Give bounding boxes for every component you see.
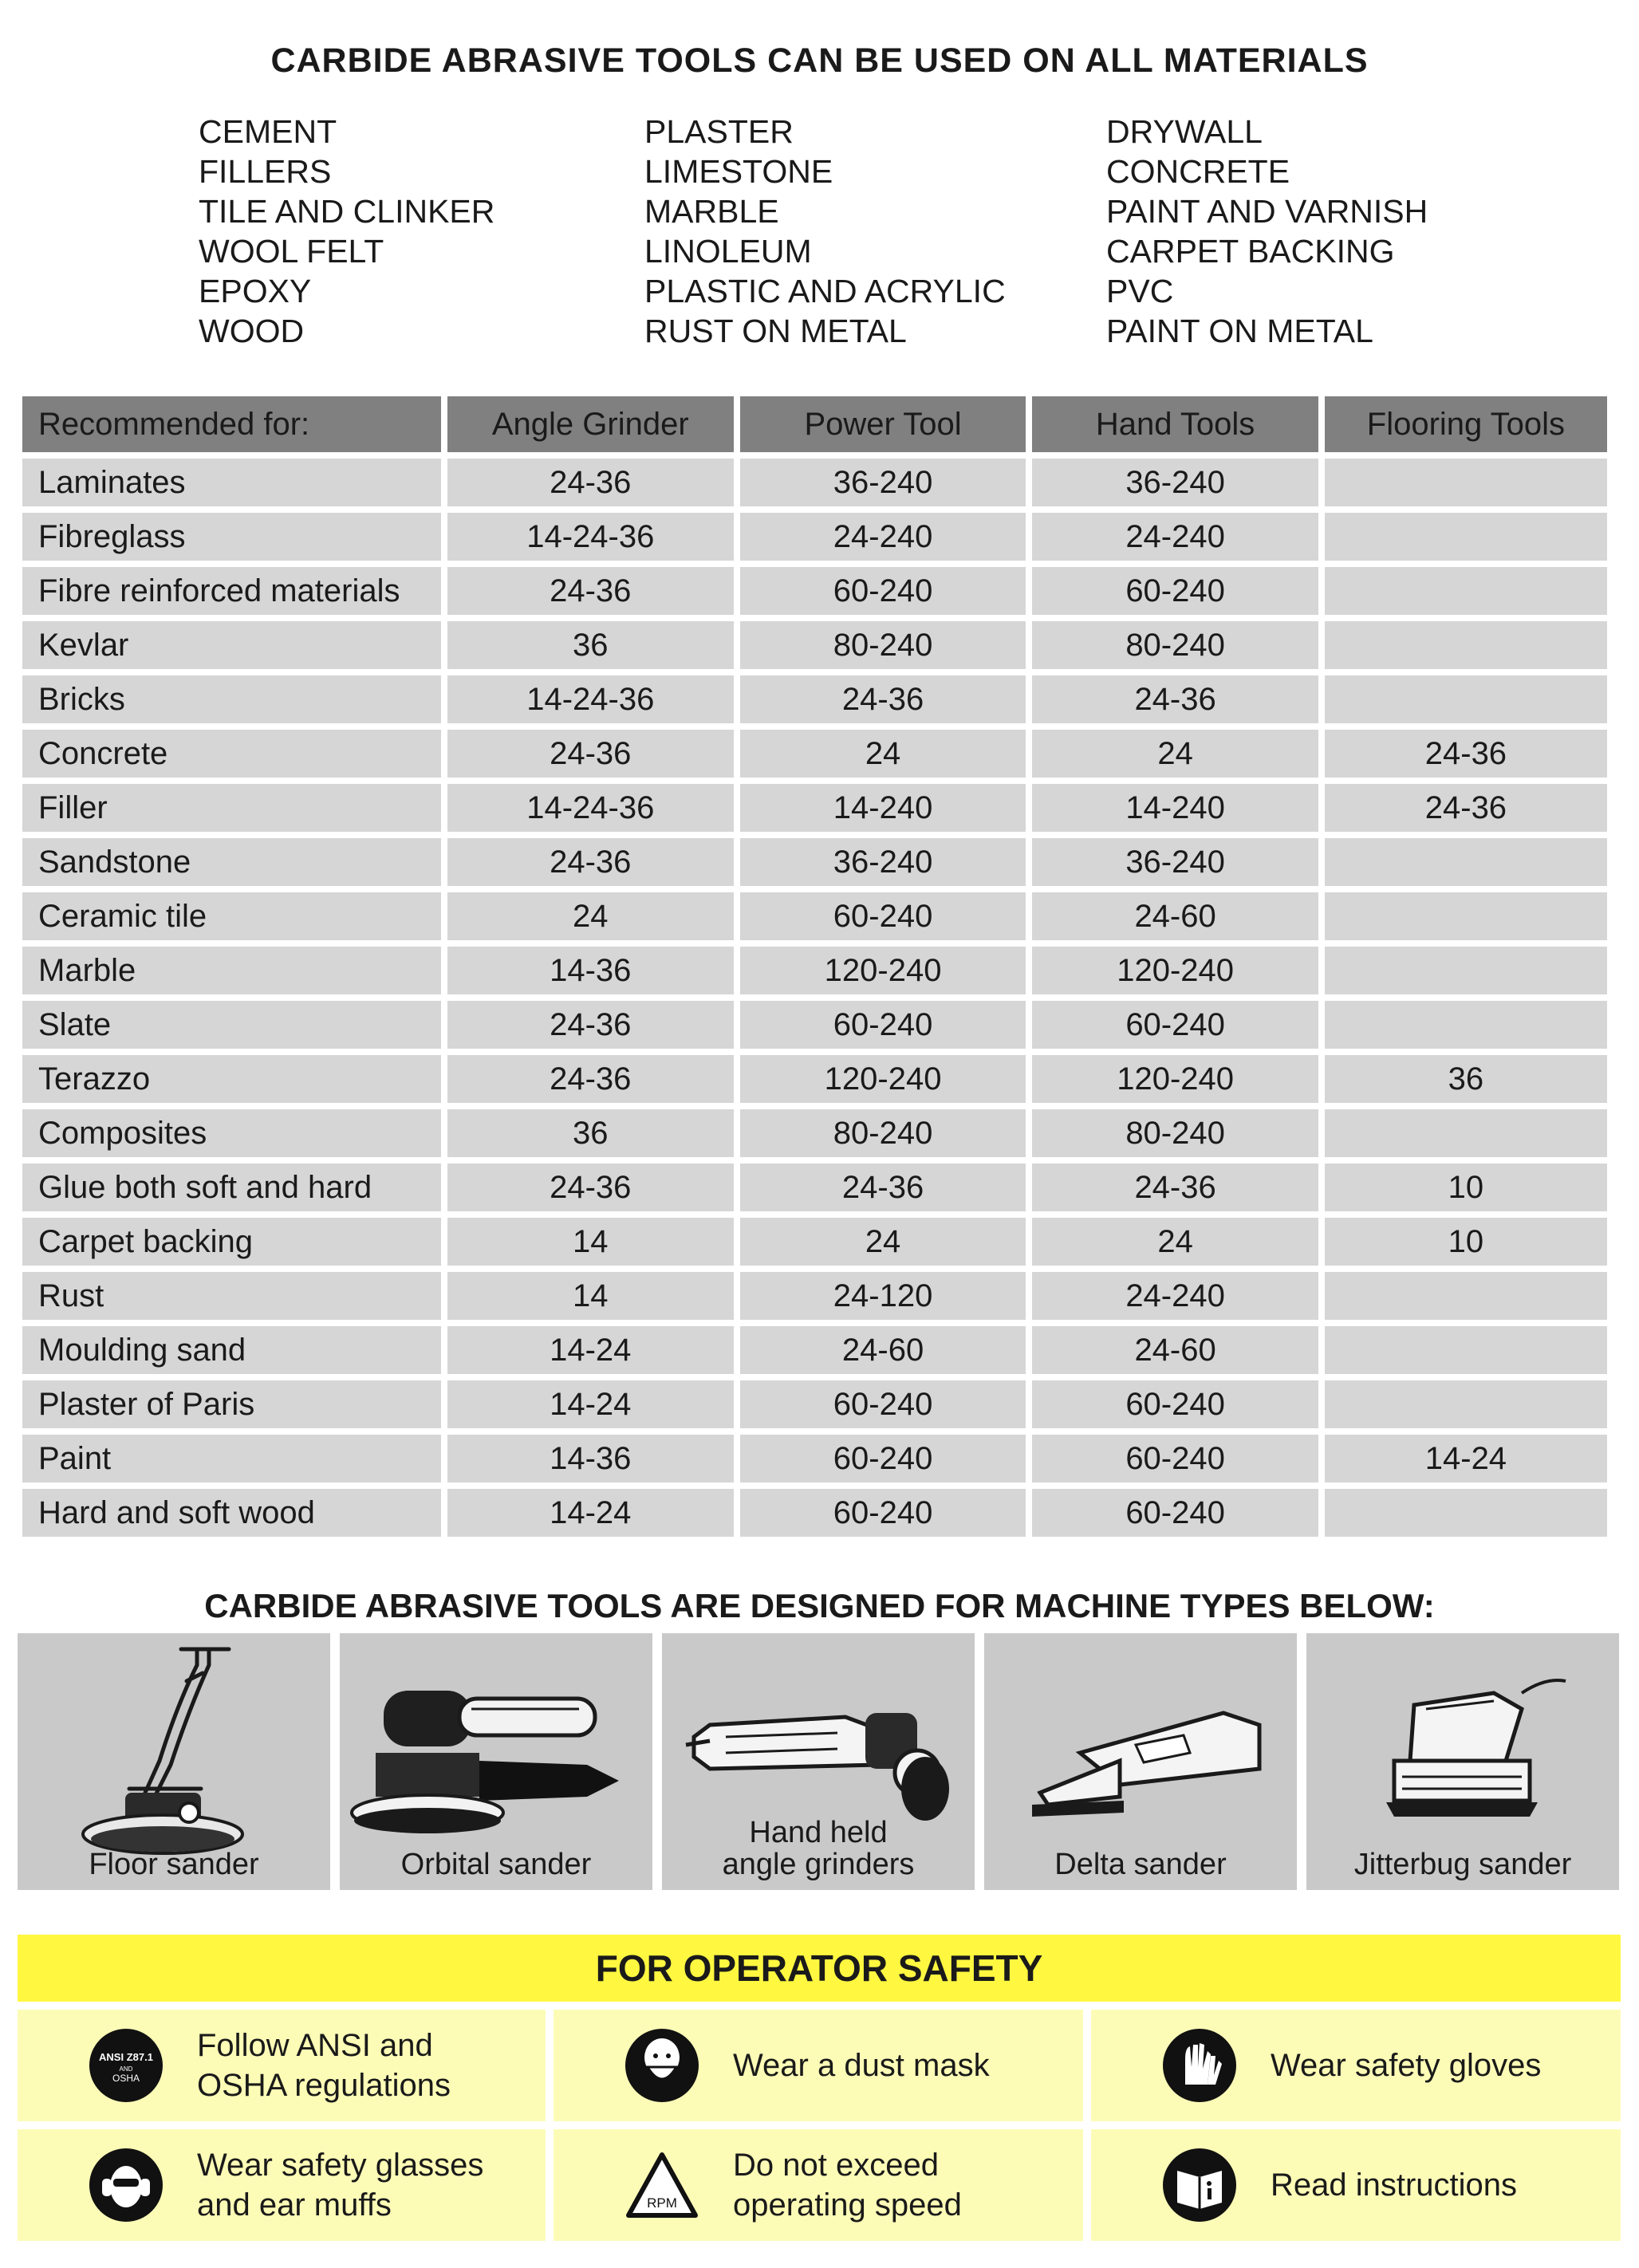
grit-cell: 24-120 bbox=[740, 1272, 1026, 1320]
material-item: LIMESTONE bbox=[644, 153, 833, 190]
table-row bbox=[22, 1164, 1607, 1211]
grit-cell bbox=[1325, 675, 1607, 723]
material-cell: Slate bbox=[22, 1001, 441, 1049]
material-item: CONCRETE bbox=[1106, 153, 1290, 190]
table-row bbox=[22, 1109, 1607, 1157]
material-item: EPOXY bbox=[199, 273, 312, 309]
material-item: WOOD bbox=[199, 313, 305, 349]
grit-cell bbox=[1325, 1380, 1607, 1428]
grit-cell: 24-60 bbox=[1032, 1326, 1318, 1374]
grit-cell: 36 bbox=[447, 621, 734, 669]
material-item: PVC bbox=[1106, 273, 1174, 309]
grit-cell: 24-240 bbox=[1032, 1272, 1318, 1320]
material-cell: Hard and soft wood bbox=[22, 1489, 441, 1537]
safety-title: FOR OPERATOR SAFETY bbox=[18, 1935, 1621, 2002]
column-header: Angle Grinder bbox=[447, 396, 734, 452]
grit-cell: 24-60 bbox=[740, 1326, 1026, 1374]
material-cell: Rust bbox=[22, 1272, 441, 1320]
grit-cell: 80-240 bbox=[1032, 621, 1318, 669]
grit-cell: 60-240 bbox=[740, 892, 1026, 940]
page-title: CARBIDE ABRASIVE TOOLS CAN BE USED ON ALL MATERIALS bbox=[270, 41, 1369, 80]
grit-cell: 24 bbox=[1032, 1218, 1318, 1266]
material-item: FILLERS bbox=[199, 153, 332, 190]
grit-cell: 14 bbox=[447, 1218, 734, 1266]
svg-text:AND: AND bbox=[119, 2065, 133, 2073]
material-cell: Concrete bbox=[22, 730, 441, 778]
safety-item-ansi bbox=[18, 2010, 546, 2121]
glasses-earmuffs-icon bbox=[88, 2147, 164, 2223]
machines-title: CARBIDE ABRASIVE TOOLS ARE DESIGNED FOR MACHINE TYPES BELOW: bbox=[204, 1587, 1435, 1624]
safety-text: Do not exceed operating speed bbox=[733, 2148, 962, 2223]
grit-cell: 14 bbox=[447, 1272, 734, 1320]
safety-text: Wear safety glasses and ear muffs bbox=[197, 2148, 484, 2223]
material-item: TILE AND CLINKER bbox=[199, 193, 495, 230]
dust-mask-icon bbox=[624, 2027, 700, 2104]
machine-types bbox=[18, 1633, 1621, 1890]
table-row bbox=[22, 1435, 1607, 1482]
grit-cell: 60-240 bbox=[1032, 1001, 1318, 1049]
table-row bbox=[22, 459, 1607, 506]
grit-cell: 36 bbox=[1325, 1055, 1607, 1103]
grit-cell: 36-240 bbox=[1032, 838, 1318, 886]
material-cell: Composites bbox=[22, 1109, 441, 1157]
table-row bbox=[22, 1218, 1607, 1266]
table-row bbox=[22, 1001, 1607, 1049]
material-item: RUST ON METAL bbox=[644, 313, 907, 349]
table-row bbox=[22, 675, 1607, 723]
material-cell: Filler bbox=[22, 784, 441, 832]
grit-cell: 120-240 bbox=[740, 947, 1026, 994]
grit-cell bbox=[1325, 1109, 1607, 1157]
material-item: PAINT AND VARNISH bbox=[1106, 193, 1428, 230]
grit-cell: 14-24 bbox=[447, 1326, 734, 1374]
machine-label: Jitterbug sander bbox=[1353, 1848, 1572, 1881]
grit-cell: 36-240 bbox=[1032, 459, 1318, 506]
material-cell: Fibreglass bbox=[22, 513, 441, 561]
material-cell: Ceramic tile bbox=[22, 892, 441, 940]
safety-text: Wear a dust mask bbox=[733, 2048, 990, 2083]
grit-cell bbox=[1325, 892, 1607, 940]
grit-cell: 80-240 bbox=[740, 621, 1026, 669]
column-header: Flooring Tools bbox=[1325, 396, 1607, 452]
grit-cell: 24-36 bbox=[447, 567, 734, 615]
safety-item-instructions bbox=[1091, 2129, 1621, 2241]
materials-column-2 bbox=[644, 112, 1006, 351]
grit-cell: 14-240 bbox=[1032, 784, 1318, 832]
safety-text: Follow ANSI and OSHA regulations bbox=[197, 2028, 451, 2103]
operator-safety bbox=[18, 1935, 1621, 2241]
grit-cell bbox=[1325, 947, 1607, 994]
grit-cell: 14-24 bbox=[447, 1380, 734, 1428]
safety-text: Wear safety gloves bbox=[1271, 2048, 1542, 2083]
safety-item-glasses-earmuffs bbox=[18, 2129, 546, 2241]
grit-cell: 24-240 bbox=[740, 513, 1026, 561]
table-row bbox=[22, 892, 1607, 940]
material-cell: Bricks bbox=[22, 675, 441, 723]
read-instructions-icon bbox=[1161, 2147, 1238, 2223]
material-item: CARPET BACKING bbox=[1106, 233, 1395, 270]
grit-cell: 120-240 bbox=[740, 1055, 1026, 1103]
grit-cell: 24 bbox=[740, 730, 1026, 778]
grit-cell: 60-240 bbox=[740, 1380, 1026, 1428]
machine-label: Floor sander bbox=[89, 1848, 259, 1881]
material-cell: Sandstone bbox=[22, 838, 441, 886]
table-row bbox=[22, 513, 1607, 561]
grit-cell: 24-36 bbox=[447, 459, 734, 506]
svg-text:OSHA: OSHA bbox=[112, 2073, 140, 2084]
grit-cell: 24-36 bbox=[1325, 730, 1607, 778]
grit-cell: 10 bbox=[1325, 1164, 1607, 1211]
grit-cell: 14-24-36 bbox=[447, 675, 734, 723]
table-header-row bbox=[22, 396, 1607, 452]
table-row bbox=[22, 730, 1607, 778]
material-cell: Glue both soft and hard bbox=[22, 1164, 441, 1211]
grit-cell bbox=[1325, 838, 1607, 886]
safety-text: Read instructions bbox=[1271, 2168, 1518, 2203]
table-row bbox=[22, 567, 1607, 615]
svg-text:ANSI Z87.1: ANSI Z87.1 bbox=[99, 2051, 153, 2063]
safety-gloves-icon bbox=[1161, 2027, 1238, 2104]
grit-cell: 60-240 bbox=[740, 1435, 1026, 1482]
table-row bbox=[22, 838, 1607, 886]
grit-cell: 14-24 bbox=[447, 1489, 734, 1537]
grit-cell bbox=[1325, 513, 1607, 561]
grit-cell: 60-240 bbox=[1032, 567, 1318, 615]
svg-text:RPM: RPM bbox=[647, 2195, 677, 2211]
grit-cell: 24-36 bbox=[447, 1055, 734, 1103]
material-cell: Laminates bbox=[22, 459, 441, 506]
table-row bbox=[22, 621, 1607, 669]
grit-cell bbox=[1325, 1489, 1607, 1537]
grit-table bbox=[16, 390, 1613, 1543]
machine-delta-sander bbox=[984, 1633, 1297, 1890]
grit-cell bbox=[1325, 1001, 1607, 1049]
grit-cell: 36-240 bbox=[740, 838, 1026, 886]
material-cell: Moulding sand bbox=[22, 1326, 441, 1374]
grit-cell: 24 bbox=[447, 892, 734, 940]
material-item: DRYWALL bbox=[1106, 113, 1263, 150]
grit-cell: 120-240 bbox=[1032, 947, 1318, 994]
material-cell: Marble bbox=[22, 947, 441, 994]
grit-cell bbox=[1325, 1326, 1607, 1374]
table-row bbox=[22, 1326, 1607, 1374]
grit-cell: 14-36 bbox=[447, 1435, 734, 1482]
machine-label: Hand held angle grinders bbox=[722, 1816, 915, 1881]
grit-cell: 24-36 bbox=[740, 675, 1026, 723]
grit-cell: 24-36 bbox=[447, 730, 734, 778]
material-item: WOOL FELT bbox=[199, 233, 384, 270]
safety-item-gloves bbox=[1091, 2010, 1621, 2121]
grit-cell: 24 bbox=[740, 1218, 1026, 1266]
table-row bbox=[22, 1055, 1607, 1103]
material-cell: Paint bbox=[22, 1435, 441, 1482]
table-row bbox=[22, 1489, 1607, 1537]
grit-cell: 60-240 bbox=[1032, 1489, 1318, 1537]
grit-cell: 80-240 bbox=[1032, 1109, 1318, 1157]
grit-cell: 14-240 bbox=[740, 784, 1026, 832]
grit-cell bbox=[1325, 567, 1607, 615]
grit-cell: 120-240 bbox=[1032, 1055, 1318, 1103]
grit-cell: 60-240 bbox=[740, 1001, 1026, 1049]
materials-column-1 bbox=[199, 112, 494, 351]
material-item: PLASTIC AND ACRYLIC bbox=[644, 273, 1006, 309]
grit-cell: 24-36 bbox=[1032, 675, 1318, 723]
ansi-osha-icon bbox=[88, 2027, 164, 2104]
materials-column-3 bbox=[1106, 112, 1428, 351]
grit-cell bbox=[1325, 1272, 1607, 1320]
grit-cell: 24 bbox=[1032, 730, 1318, 778]
table-row bbox=[22, 1380, 1607, 1428]
grit-cell: 24-60 bbox=[1032, 892, 1318, 940]
machine-orbital-sander bbox=[340, 1633, 652, 1890]
material-cell: Plaster of Paris bbox=[22, 1380, 441, 1428]
column-header: Hand Tools bbox=[1032, 396, 1318, 452]
grit-cell: 80-240 bbox=[740, 1109, 1026, 1157]
grit-cell: 24-36 bbox=[1032, 1164, 1318, 1211]
grit-cell: 14-36 bbox=[447, 947, 734, 994]
material-cell: Fibre reinforced materials bbox=[22, 567, 441, 615]
grit-cell: 24-36 bbox=[447, 838, 734, 886]
safety-item-rpm bbox=[554, 2129, 1083, 2241]
grit-cell: 24-36 bbox=[447, 1164, 734, 1211]
grit-cell: 14-24-36 bbox=[447, 513, 734, 561]
grit-cell: 10 bbox=[1325, 1218, 1607, 1266]
grit-cell bbox=[1325, 459, 1607, 506]
grit-cell: 60-240 bbox=[740, 1489, 1026, 1537]
machine-floor-sander bbox=[18, 1633, 330, 1890]
machine-jitterbug-sander bbox=[1306, 1633, 1619, 1890]
grit-cell: 14-24 bbox=[1325, 1435, 1607, 1482]
grit-cell: 24-36 bbox=[740, 1164, 1026, 1211]
machine-label: Delta sander bbox=[1054, 1848, 1227, 1881]
table-row bbox=[22, 784, 1607, 832]
table-row bbox=[22, 947, 1607, 994]
grit-cell: 60-240 bbox=[1032, 1380, 1318, 1428]
machine-label: Orbital sander bbox=[400, 1848, 592, 1881]
grit-cell: 24-36 bbox=[1325, 784, 1607, 832]
grit-cell: 60-240 bbox=[740, 567, 1026, 615]
safety-item-dust-mask bbox=[554, 2010, 1083, 2121]
grit-cell: 60-240 bbox=[1032, 1435, 1318, 1482]
grit-cell: 36 bbox=[447, 1109, 734, 1157]
column-header: Power Tool bbox=[740, 396, 1026, 452]
grit-cell bbox=[1325, 621, 1607, 669]
material-item: MARBLE bbox=[644, 193, 779, 230]
material-cell: Carpet backing bbox=[22, 1218, 441, 1266]
material-item: CEMENT bbox=[199, 113, 337, 150]
material-item: LINOLEUM bbox=[644, 233, 812, 270]
material-item: PAINT ON METAL bbox=[1106, 313, 1373, 349]
grit-cell: 24-36 bbox=[447, 1001, 734, 1049]
material-cell: Kevlar bbox=[22, 621, 441, 669]
rpm-warning-icon bbox=[624, 2147, 700, 2223]
grit-cell: 14-24-36 bbox=[447, 784, 734, 832]
machine-angle-grinder bbox=[662, 1633, 975, 1890]
table-row bbox=[22, 1272, 1607, 1320]
column-header: Recommended for: bbox=[22, 396, 441, 452]
grit-cell: 36-240 bbox=[740, 459, 1026, 506]
material-cell: Terazzo bbox=[22, 1055, 441, 1103]
material-item: PLASTER bbox=[644, 113, 794, 150]
grit-cell: 24-240 bbox=[1032, 513, 1318, 561]
